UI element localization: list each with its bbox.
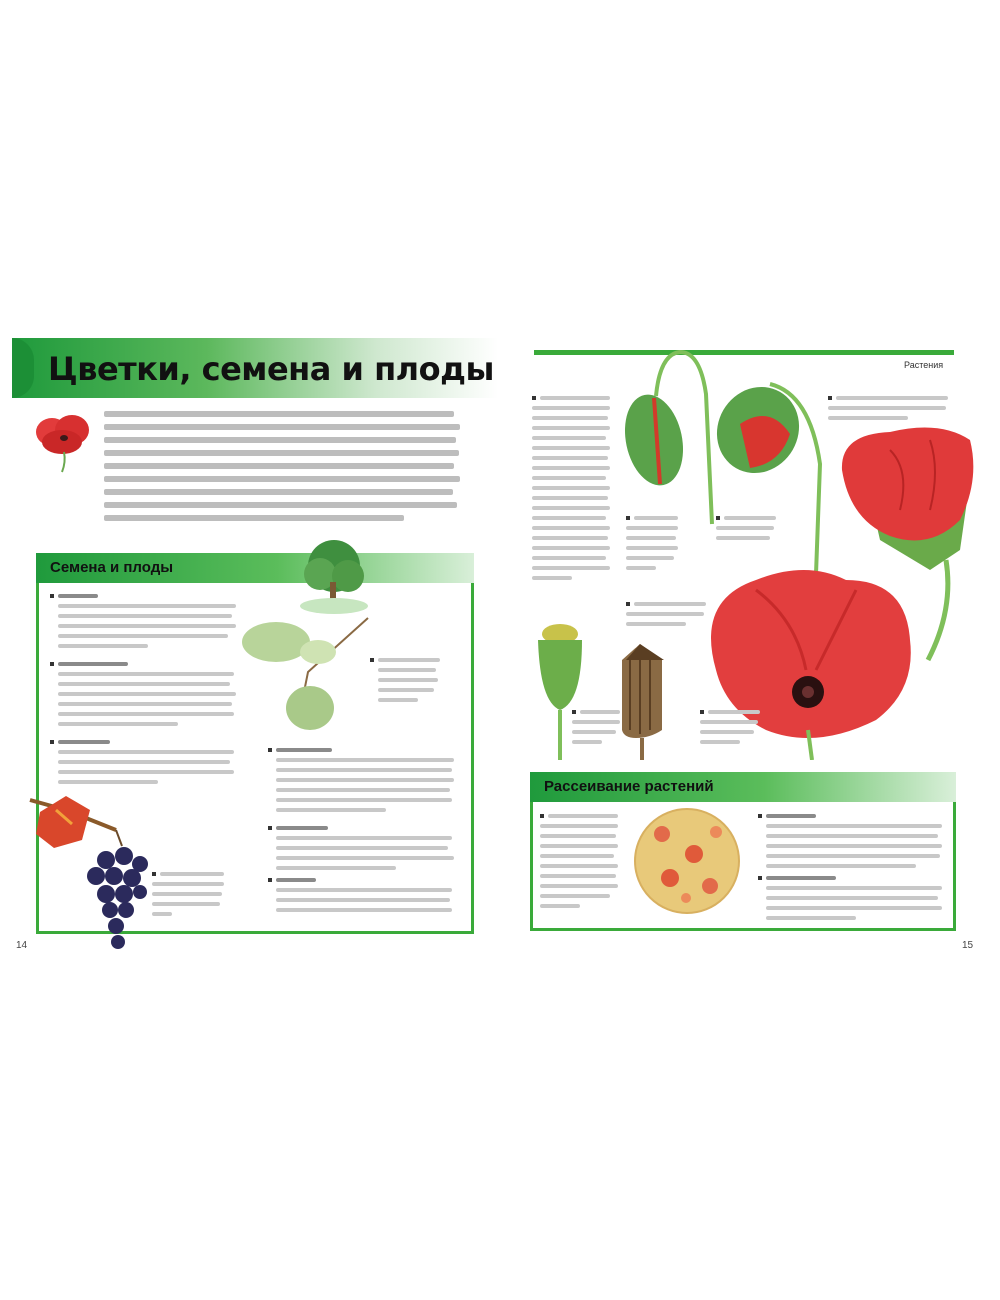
winged-seeds-illustration xyxy=(238,612,378,742)
section-title: Семена и плоды xyxy=(50,559,174,576)
small-poppy-illustration xyxy=(30,408,100,474)
dispersal-section-title: Рассеивание растений xyxy=(544,778,714,795)
page-number-left: 14 xyxy=(16,940,28,951)
seed-capsules-illustration xyxy=(530,610,690,760)
grapes-illustration xyxy=(26,790,156,956)
tree-illustration xyxy=(296,538,376,618)
dispersal-header xyxy=(530,772,956,802)
page-number-right: 15 xyxy=(962,940,974,951)
header-tag: Растения xyxy=(904,360,944,370)
pollen-microscope-illustration xyxy=(632,806,742,916)
page-title: Цветки, семена и плоды xyxy=(48,350,494,388)
seeds-fruits-header xyxy=(36,553,474,583)
